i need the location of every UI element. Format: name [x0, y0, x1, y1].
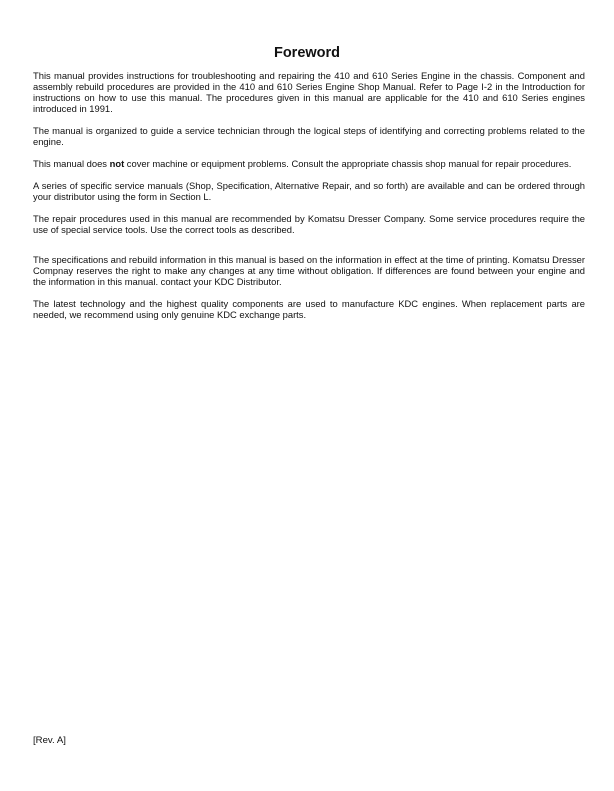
paragraph-repair-procedures: The repair procedures used in this manual are recommended by Komatsu Dresser Company. Some service procedures require the use of special service tools. Use the correct tools as described. — [33, 213, 585, 235]
paragraph-organization: The manual is organized to guide a service technician through the logical steps of identifying and correcting problems related to the engine. — [33, 125, 585, 147]
paragraph-service-manuals: A series of specific service manuals (Shop, Specification, Alternative Repair, and so forth) are available and can be ordered through your distributor using the form in Section L. — [33, 180, 585, 202]
revision-footer: [Rev. A] — [33, 735, 66, 746]
paragraph-specifications: The specifications and rebuild information in this manual is based on the information in effect at the time of printing. Komatsu Dresser Compnay reserves the right to make any changes at any time without obligation. If differences are found between your engine and the information in this manual. contact your KDC Distributor. — [33, 254, 585, 287]
exclusion-text-before: This manual does — [33, 158, 110, 169]
exclusion-text-after: cover machine or equipment problems. Consult the appropriate chassis shop manual for repair procedures. — [124, 158, 572, 169]
paragraph-technology: The latest technology and the highest quality components are used to manufacture KDC engines. When replacement parts are needed, we recommend using only genuine KDC exchange parts. — [33, 298, 585, 320]
emphasis-not: not — [109, 158, 125, 169]
paragraph-scope: This manual provides instructions for troubleshooting and repairing the 410 and 610 Series Engine in the chassis. Component and assembly rebuild procedures are provided in the 410 and 610 Series Engine Shop Manual. Refer to Page I-2 in the Introduction for instructions on how to use this manual. The procedures given in this manual are applicable for the 410 and 610 Series engines introduced in 1991. — [33, 70, 585, 114]
page-title: Foreword — [273, 45, 341, 61]
paragraph-exclusions — [33, 158, 585, 169]
foreword-body — [33, 70, 585, 331]
